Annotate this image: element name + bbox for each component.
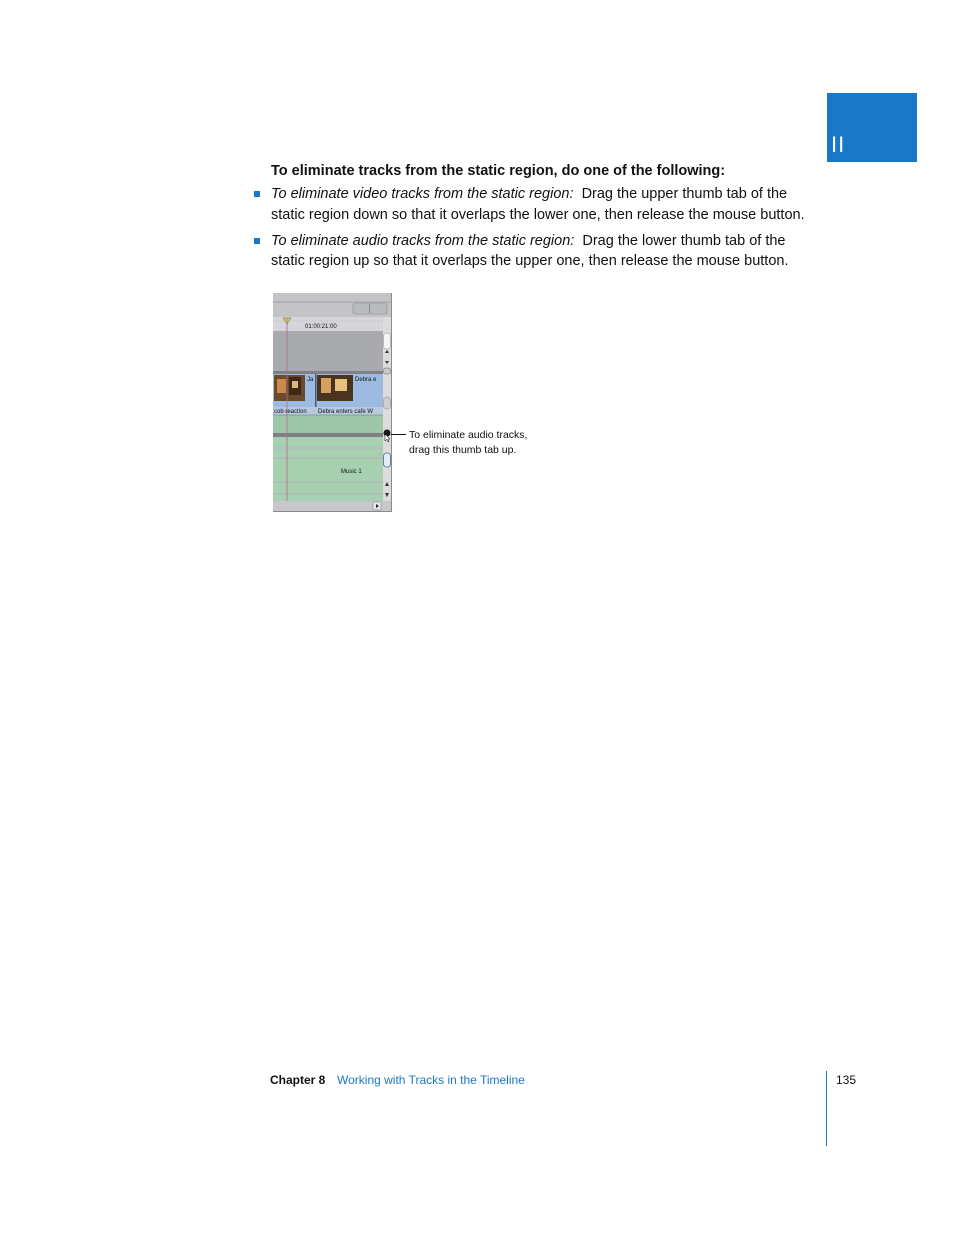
bullet-square-icon bbox=[254, 238, 260, 244]
upper-thumb-tab[interactable] bbox=[384, 368, 391, 374]
bullet-text: Drag the lower thumb tab of the static region up so that it overlaps the upper one, then release the mouse button. bbox=[271, 232, 789, 269]
bullet-list bbox=[252, 184, 822, 277]
part-label: II bbox=[831, 132, 846, 157]
page-number: 135 bbox=[836, 1073, 857, 1087]
part-tab bbox=[827, 93, 917, 162]
clip-caption-1: cob reaction bbox=[274, 409, 307, 415]
bullet-lead: To eliminate audio tracks from the static region: bbox=[271, 232, 575, 249]
callout-line-2: drag this thumb tab up. bbox=[409, 444, 517, 456]
lower-scroll-thumb[interactable] bbox=[384, 453, 391, 467]
footer-divider bbox=[826, 1071, 827, 1146]
list-item bbox=[252, 231, 822, 272]
list-item bbox=[252, 184, 822, 225]
callout-line-1: To eliminate audio tracks, bbox=[409, 429, 528, 441]
procedure-heading: To eliminate tracks from the static region, do one of the following: bbox=[271, 163, 726, 179]
clip-label-2: Debra e bbox=[355, 377, 377, 383]
lower-thumb-tab[interactable] bbox=[384, 430, 391, 437]
clip-label-1: Ja bbox=[307, 377, 314, 383]
footer-chapter-title[interactable]: Working with Tracks in the Timeline bbox=[337, 1073, 525, 1087]
clip-caption-2: Debra enters cafe W bbox=[318, 409, 374, 415]
figure-callout bbox=[409, 428, 527, 458]
bullet-lead: To eliminate video tracks from the static region: bbox=[271, 186, 574, 202]
middle-scroll-thumb[interactable] bbox=[384, 397, 391, 409]
timeline-screenshot bbox=[273, 293, 392, 512]
footer-chapter: Chapter 8 bbox=[270, 1073, 326, 1087]
ruler-timecode: 01:00:21:00 bbox=[305, 324, 337, 330]
bullet-text: Drag the upper thumb tab of the static region down so that it overlaps the lower one, then release the mouse button. bbox=[271, 186, 805, 223]
upper-scroll-thumb[interactable] bbox=[384, 333, 391, 349]
callout-leader-line bbox=[391, 434, 406, 435]
bullet-square-icon bbox=[254, 191, 260, 197]
audio-track-label: Music 1 bbox=[341, 469, 362, 475]
timeline-graphic bbox=[273, 293, 391, 511]
